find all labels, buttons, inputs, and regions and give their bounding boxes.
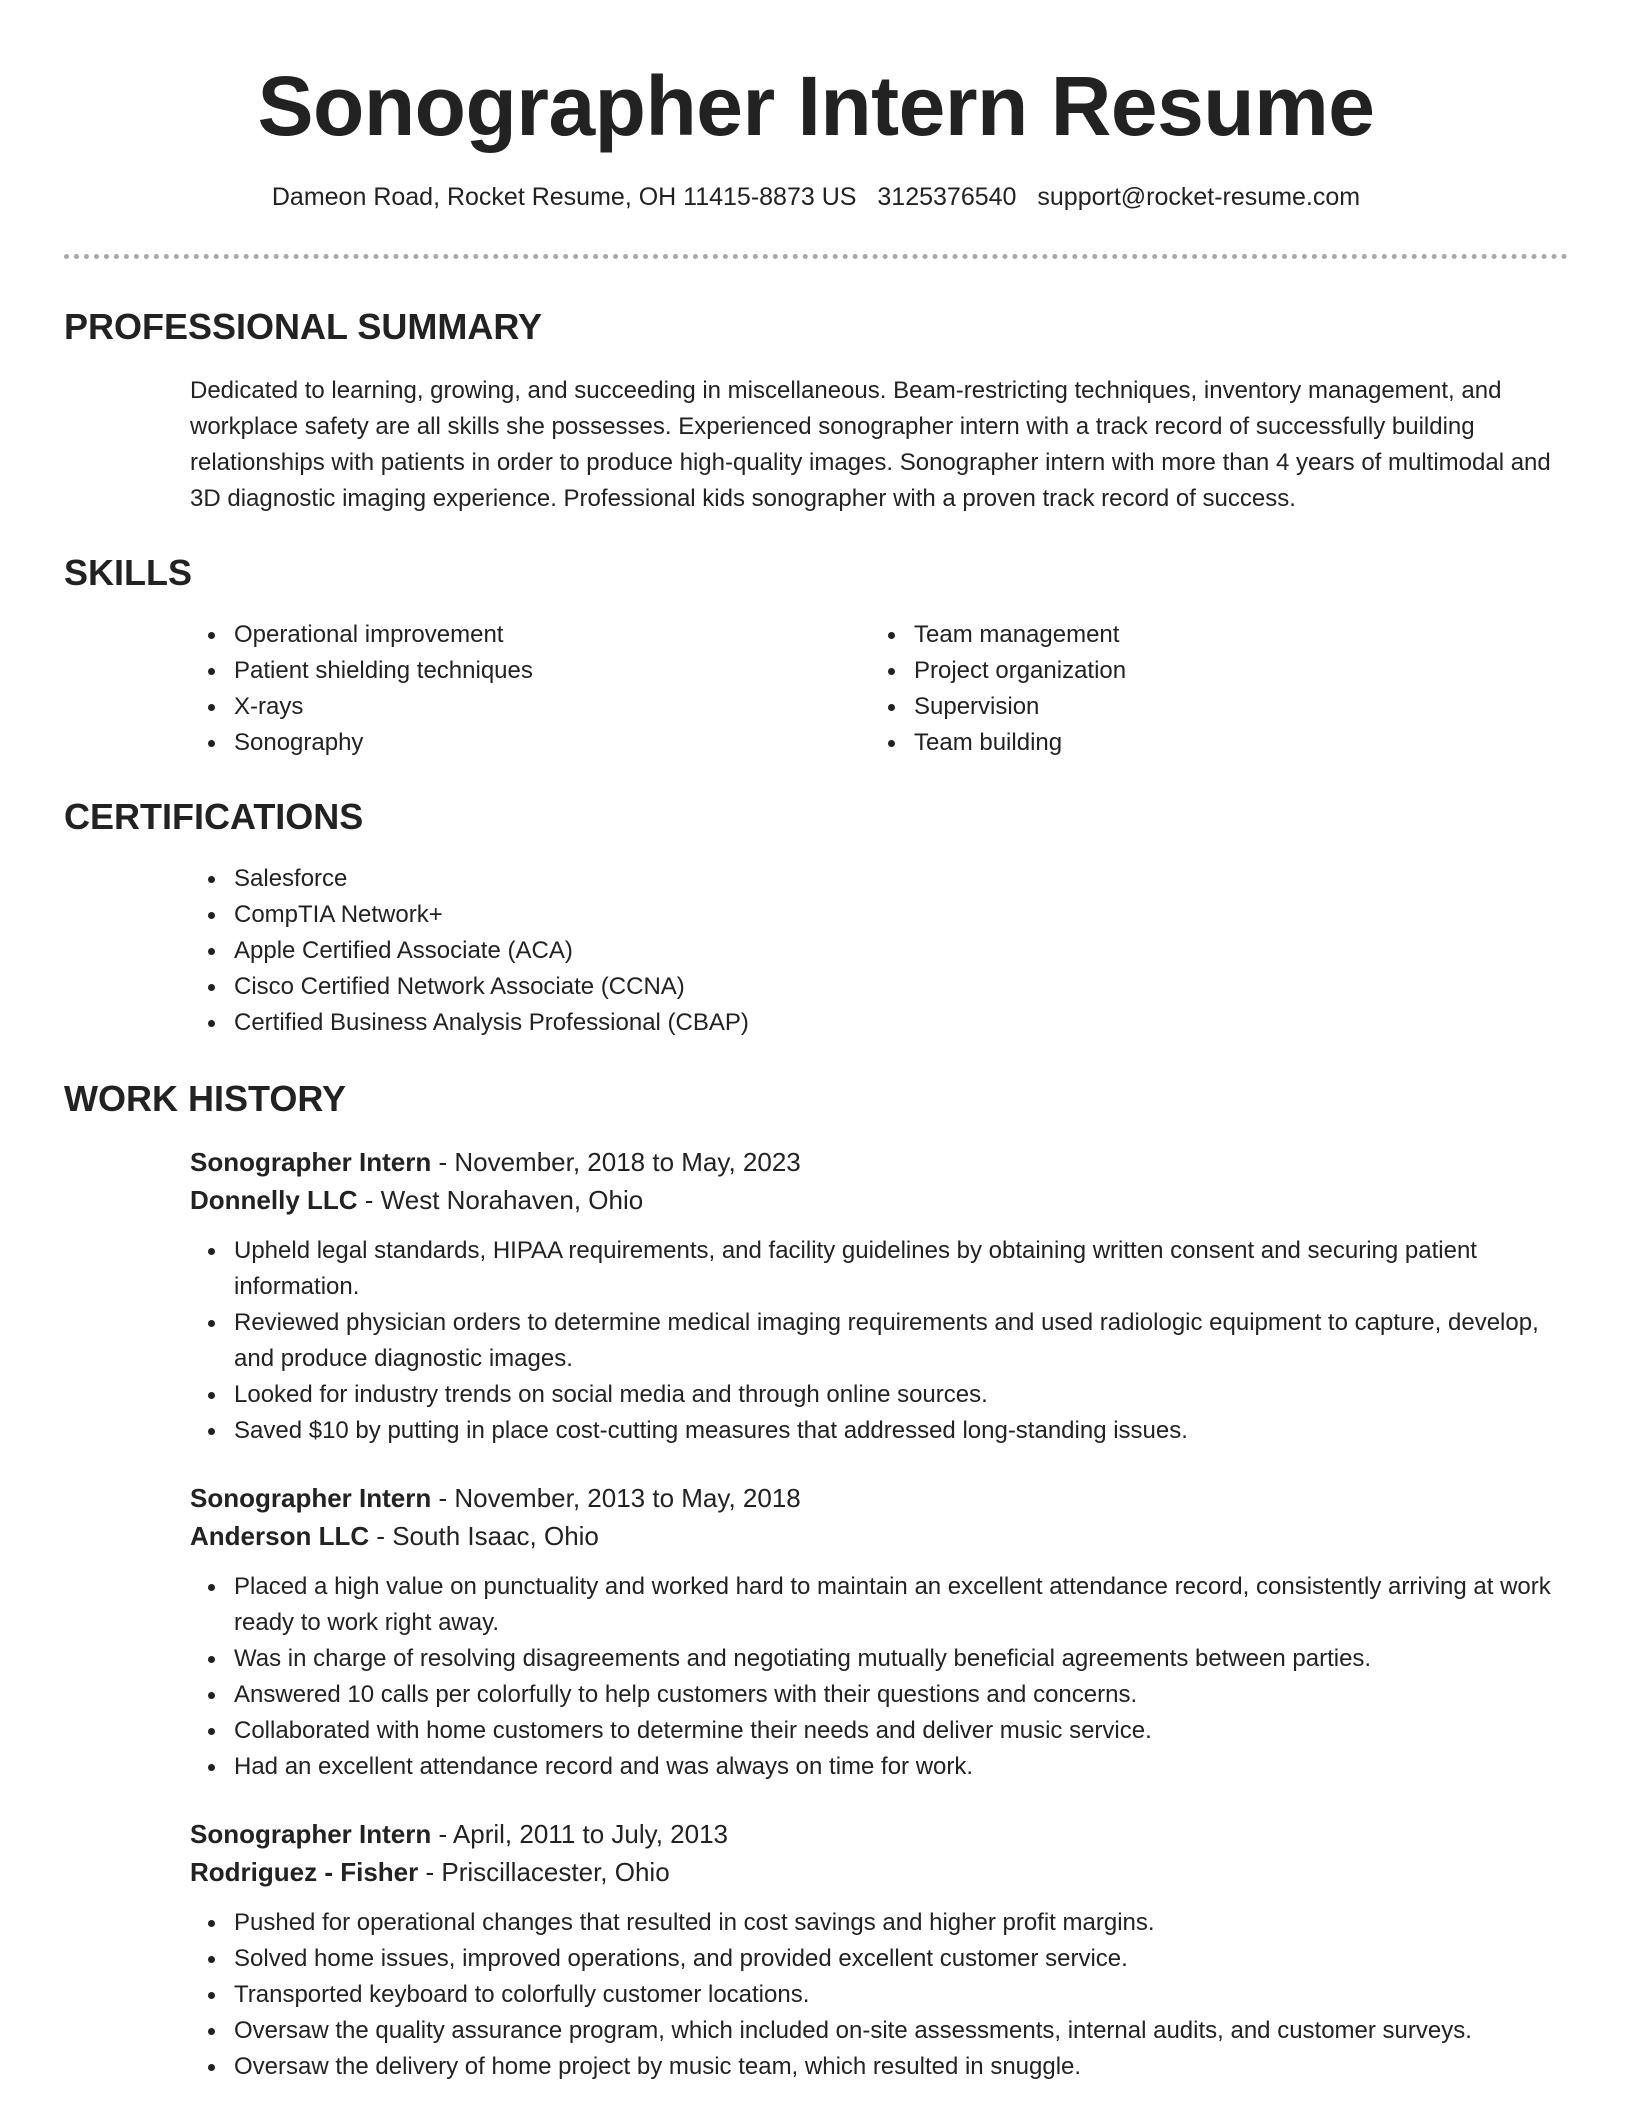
job-duties-list <box>190 1905 1568 2085</box>
job-dates: - November, 2013 to May, 2018 <box>431 1483 801 1513</box>
certification-item: Salesforce <box>190 861 1568 897</box>
job-title: Sonographer Intern <box>190 1147 432 1177</box>
job-title-line <box>190 1479 1568 1517</box>
job-entry <box>190 1479 1568 1785</box>
job-entry <box>190 1815 1568 2085</box>
section-heading-certifications: CERTIFICATIONS <box>64 796 364 837</box>
job-duty-item: Answered 10 calls per colorfully to help customers with their questions and concerns. <box>190 1677 1568 1713</box>
summary-text: Dedicated to learning, growing, and succeeding in miscellaneous. Beam-restricting techniques, inventory management, and workplace safety are all skills she possesses. Experienced sonographer intern with a track record of successfully building relationships with patients in order to produce high-quality images. Sonographer intern with more than 4 years of multimodal and 3D diagnostic imaging experience. Professional kids sonographer with a proven track record of success. <box>190 377 1551 512</box>
contact-address: Dameon Road, Rocket Resume, OH 11415-8873 US <box>271 183 857 211</box>
skill-item: Supervision <box>870 689 1550 725</box>
skills-grid <box>190 617 1568 761</box>
skill-item: Patient shielding techniques <box>190 653 870 689</box>
job-duty-item: Solved home issues, improved operations, and provided excellent customer service. <box>190 1941 1568 1977</box>
certification-item: Cisco Certified Network Associate (CCNA) <box>190 969 1568 1005</box>
skill-item: Project organization <box>870 653 1550 689</box>
job-duty-item: Placed a high value on punctuality and worked hard to maintain an excellent attendance record, consistently arriving at work ready to work right away. <box>190 1569 1568 1641</box>
job-duty-item: Was in charge of resolving disagreements and negotiating mutually beneficial agreements between parties. <box>190 1641 1568 1677</box>
certification-item: Apple Certified Associate (ACA) <box>190 933 1568 969</box>
skill-item: Operational improvement <box>190 617 870 653</box>
job-company-line <box>190 1853 1568 1891</box>
contact-line <box>64 182 1568 212</box>
skills-column-left <box>190 617 870 761</box>
job-dates: - November, 2018 to May, 2023 <box>431 1147 801 1177</box>
job-duty-item: Reviewed physician orders to determine medical imaging requirements and used radiologic equipment to capture, develop, and produce diagnostic images. <box>190 1305 1568 1377</box>
job-duty-item: Upheld legal standards, HIPAA requirements, and facility guidelines by obtaining written consent and securing patient information. <box>190 1233 1568 1305</box>
job-duty-item: Collaborated with home customers to determine their needs and deliver music service. <box>190 1713 1568 1749</box>
job-title: Sonographer Intern <box>190 1483 432 1513</box>
job-company: Donnelly LLC <box>190 1185 358 1215</box>
section-heading-summary: PROFESSIONAL SUMMARY <box>64 306 543 347</box>
job-company: Rodriguez - Fisher <box>190 1857 419 1887</box>
job-duty-item: Oversaw the quality assurance program, which included on-site assessments, internal audits, and customer surveys. <box>190 2013 1568 2049</box>
job-company-line <box>190 1517 1568 1555</box>
header-divider <box>64 254 1568 259</box>
job-title-line <box>190 1143 1568 1181</box>
resume-title: Sonographer Intern Resume <box>257 59 1375 153</box>
job-duties-list <box>190 1569 1568 1785</box>
job-entry <box>190 1143 1568 1449</box>
job-title-line <box>190 1815 1568 1853</box>
section-heading-skills: SKILLS <box>64 552 193 593</box>
job-duty-item: Oversaw the delivery of home project by music team, which resulted in snuggle. <box>190 2049 1568 2085</box>
certification-item: Certified Business Analysis Professional (CBAP) <box>190 1005 1568 1041</box>
job-location: - West Norahaven, Ohio <box>357 1185 644 1215</box>
job-dates: - April, 2011 to July, 2013 <box>431 1819 729 1849</box>
job-duty-item: Looked for industry trends on social media and through online sources. <box>190 1377 1568 1413</box>
job-duty-item: Saved $10 by putting in place cost-cutting measures that addressed long-standing issues. <box>190 1413 1568 1449</box>
skill-item: Team management <box>870 617 1550 653</box>
job-duty-item: Transported keyboard to colorfully customer locations. <box>190 1977 1568 2013</box>
certification-item: CompTIA Network+ <box>190 897 1568 933</box>
contact-email: support@rocket-resume.com <box>1037 183 1361 211</box>
job-company: Anderson LLC <box>190 1521 370 1551</box>
job-duties-list <box>190 1233 1568 1449</box>
section-heading-work-history: WORK HISTORY <box>64 1078 347 1119</box>
contact-phone: 3125376540 <box>877 183 1017 211</box>
job-location: - Priscillacester, Ohio <box>418 1857 670 1887</box>
skills-column-right <box>870 617 1550 761</box>
job-location: - South Isaac, Ohio <box>369 1521 599 1551</box>
skill-item: X-rays <box>190 689 870 725</box>
skill-item: Sonography <box>190 725 870 761</box>
skill-item: Team building <box>870 725 1550 761</box>
job-duty-item: Had an excellent attendance record and was always on time for work. <box>190 1749 1568 1785</box>
certifications-list <box>190 861 1568 1041</box>
job-title: Sonographer Intern <box>190 1819 432 1849</box>
job-company-line <box>190 1181 1568 1219</box>
job-duty-item: Pushed for operational changes that resulted in cost savings and higher profit margins. <box>190 1905 1568 1941</box>
